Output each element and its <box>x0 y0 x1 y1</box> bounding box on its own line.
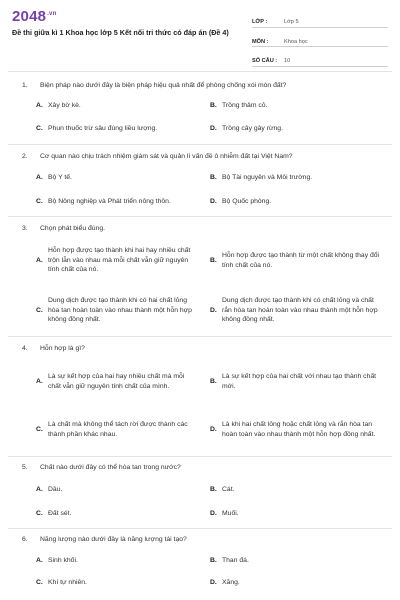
document-meta <box>252 12 388 71</box>
meta-value: Khoa học <box>284 38 308 45</box>
question-1 <box>22 82 286 89</box>
question-number: 3. <box>22 225 28 232</box>
option-d[interactable]: D. Là khi hai chất lỏng hoặc chất lỏng và rắn hòa tan hoàn toàn vào nhau thành một hỗn hợp đồng nhất. <box>210 421 376 438</box>
meta-key: MÔN : <box>252 38 269 45</box>
question-6 <box>22 536 187 543</box>
option-b[interactable]: B. Là sự kết hợp của hai chất với nhau tạo thành chất mới. <box>210 373 377 390</box>
divider <box>8 216 392 217</box>
option-a[interactable]: A. Là sự kết hợp của hai hay nhiều chất mà mỗi chất vẫn giữ nguyên tính chất của mình. <box>36 373 185 390</box>
option-b[interactable]: B. Bộ Tài nguyên và Môi trường. <box>210 174 313 182</box>
document-title: Đề thi giữa kì 1 Khoa học lớp 5 Kết nối tri thức có đáp án (Đề 4) <box>12 28 229 37</box>
meta-row-question-count <box>252 51 388 67</box>
option-b[interactable]: B. Cát. <box>210 486 235 494</box>
option-d[interactable]: D. Dung dịch được tạo thành khi có chất lỏng và chất rắn hòa tan hoàn toàn vào nhau thành một hỗn hợp không đồng nhất. <box>210 297 378 324</box>
divider <box>8 71 392 72</box>
divider <box>8 528 392 529</box>
divider <box>8 456 392 457</box>
option-b[interactable]: B. Hỗn hợp được tạo thành từ một chất không thay đổi tính chất của nó. <box>210 252 380 269</box>
option-b[interactable]: B. Than đá. <box>210 557 249 565</box>
option-d[interactable]: D. Xăng. <box>210 579 240 587</box>
option-a[interactable]: A. Dầu. <box>36 486 63 494</box>
divider <box>8 144 392 145</box>
question-2 <box>22 153 293 160</box>
question-number: 5. <box>22 464 28 471</box>
option-d[interactable]: D. Trồng cây gây rừng. <box>210 125 283 133</box>
option-c[interactable]: C. Phun thuốc trừ sâu đúng liều lượng. <box>36 125 158 133</box>
question-text: Biện pháp nào dưới đây là biện pháp hiệu quả nhất để phòng chống xói mòn đất? <box>40 82 287 89</box>
question-number: 6. <box>22 536 28 543</box>
option-c[interactable]: C. Bộ Nông nghiệp và Phát triển nông thôn. <box>36 198 171 206</box>
question-text: Chất nào dưới đây có thể hòa tan trong nước? <box>40 464 181 471</box>
question-number: 2. <box>22 153 28 160</box>
site-logo[interactable]: $2048^{.vn}$ <box>12 8 57 25</box>
option-c[interactable]: C. Dung dịch được tạo thành khi có hai chất lỏng hòa tan hoàn toàn vào nhau thành một hỗn hợp không đồng nhất. <box>36 297 192 324</box>
meta-row-subject <box>252 32 388 48</box>
option-a[interactable]: A. Bộ Y tế. <box>36 174 72 182</box>
option-a[interactable]: A. Sinh khối. <box>36 557 78 565</box>
question-text: Hỗn hợp là gì? <box>40 345 85 352</box>
question-text: Chọn phát biểu đúng. <box>40 225 106 232</box>
option-c[interactable]: C. Là chất mà không thể tách rời được thành các thành phần khác nhau. <box>36 421 188 438</box>
meta-key: LỚP : <box>252 19 268 25</box>
meta-key: SỐ CÂU : <box>252 58 278 64</box>
question-number: 4. <box>22 345 28 352</box>
option-c[interactable]: C. Đất sét. <box>36 510 72 518</box>
meta-value: 10 <box>284 58 291 64</box>
question-3 <box>22 225 105 232</box>
option-d[interactable]: D. Bộ Quốc phòng. <box>210 198 272 206</box>
option-c[interactable]: C. Khí tự nhiên. <box>36 579 87 587</box>
meta-value: Lớp 5 <box>284 19 299 25</box>
question-number: 1. <box>22 82 28 89</box>
question-text: Cơ quan nào chịu trách nhiệm giám sát và quản lí vấn đề ô nhiễm đất tại Việt Nam? <box>40 153 293 160</box>
option-a[interactable]: A. Xây bờ kè. <box>36 102 81 110</box>
document-header <box>0 0 400 62</box>
divider <box>8 336 392 337</box>
option-a[interactable]: A. Hỗn hợp được tạo thành khi hai hay nhiều chất trộn lẫn vào nhau mà mỗi chất vẫn giữ nguyên tính chất của nó. <box>36 247 191 274</box>
option-b[interactable]: B. Trồng thảm cỏ. <box>210 102 268 110</box>
question-4 <box>22 345 85 352</box>
question-text: Năng lượng nào dưới đây là năng lượng tái tạo? <box>40 536 187 543</box>
question-5 <box>22 464 181 471</box>
option-d[interactable]: D. Muối. <box>210 510 239 518</box>
meta-row-grade <box>252 12 388 28</box>
